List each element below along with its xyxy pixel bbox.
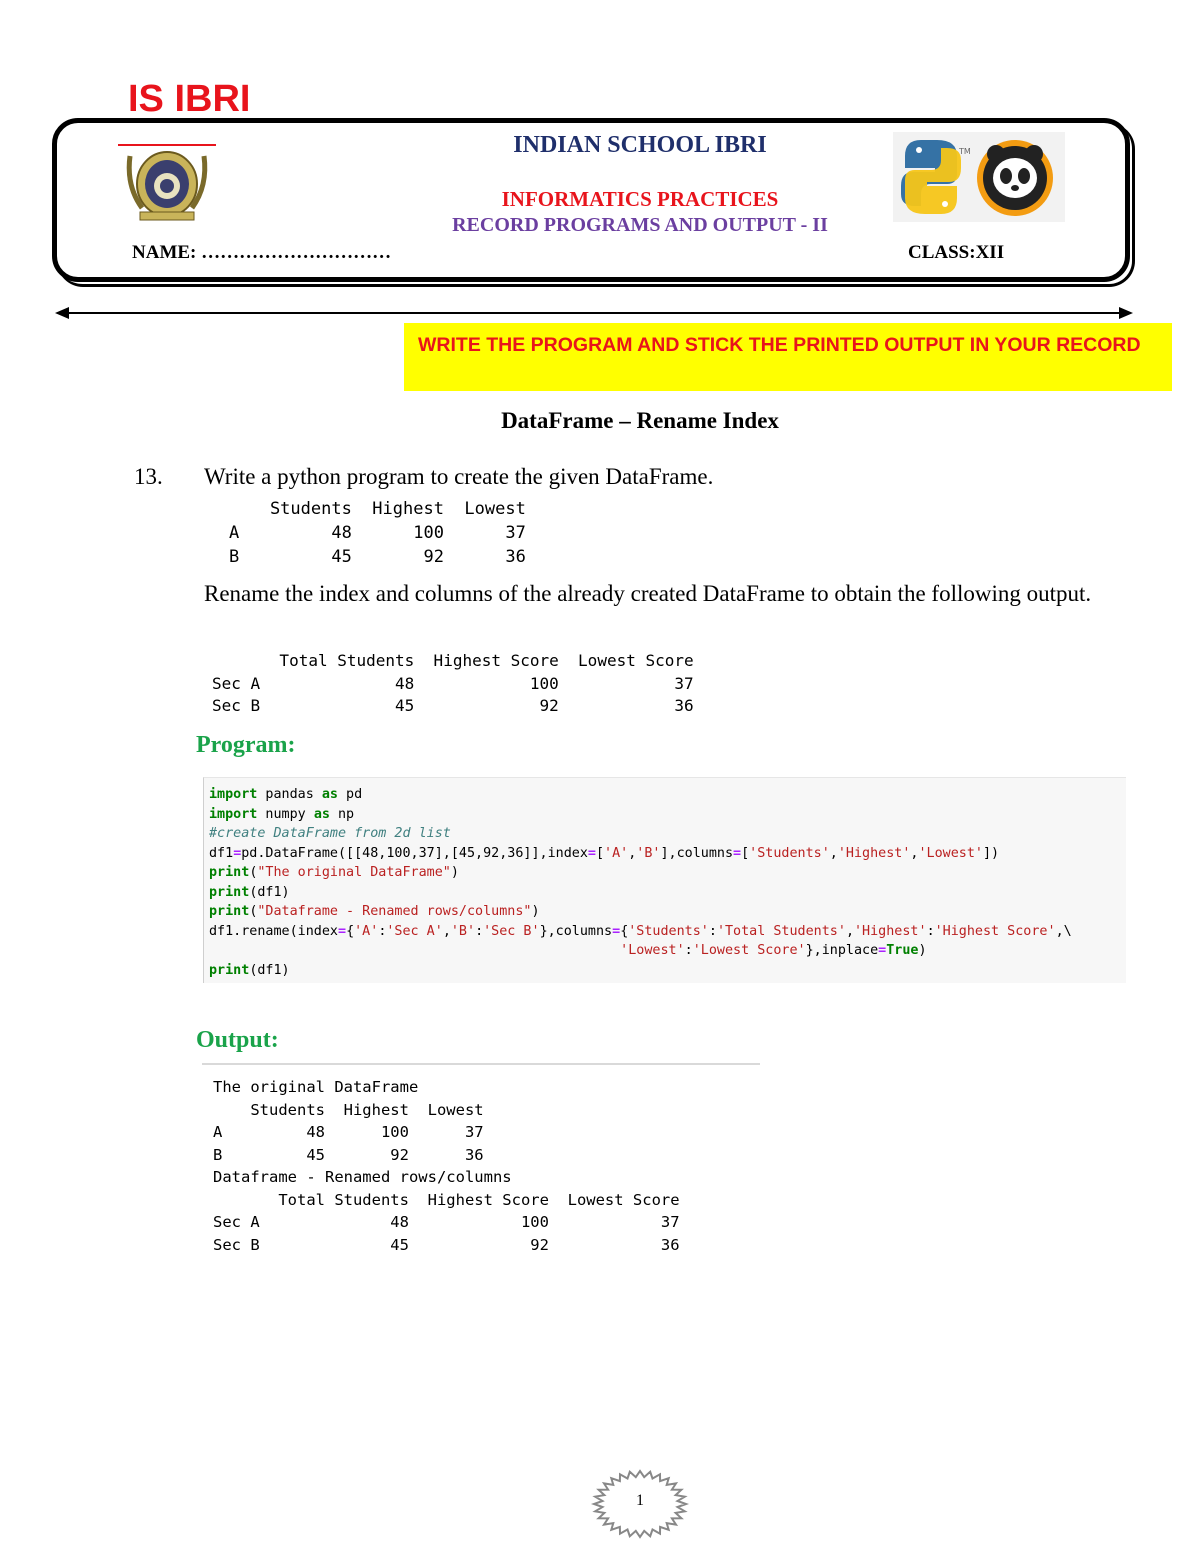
code-line: print("Dataframe - Renamed rows/columns")	[209, 904, 540, 919]
subject-title: INFORMATICS PRACTICES	[501, 187, 779, 211]
code-line: df1.rename(index={'A':'Sec A','B':'Sec B'},columns={'Students':'Total Students','Highest':'Highest Score',\	[209, 923, 1072, 939]
program-output: The original DataFrame Students Highest Lowest A 48 100 37 B 45 92 36 Dataframe - Renamed rows/columns Total Students Highest Score Lowest Score Sec A 48 100 37 Sec B 45 92 36	[213, 1078, 680, 1254]
name-field-label: NAME: …………………………	[132, 242, 392, 263]
brand-title: IS IBRI	[128, 78, 251, 120]
class-label: CLASS:XII	[908, 242, 1005, 263]
program-heading: Program:	[196, 732, 296, 758]
code-line: print("The original DataFrame")	[209, 865, 459, 880]
record-title: RECORD PROGRAMS AND OUTPUT - II	[452, 214, 828, 236]
code-line: import numpy as np	[209, 806, 355, 822]
code-line: #create DataFrame from 2d list	[209, 826, 451, 841]
output-separator	[202, 1063, 760, 1065]
given-dataframe: Students Highest Lowest A 48 100 37 B 45 92 36	[229, 499, 526, 567]
instruction-banner-text: WRITE THE PROGRAM AND STICK THE PRINTED OUTPUT IN YOUR RECORD	[418, 334, 1141, 356]
python-pandas-logo-icon	[893, 132, 1065, 222]
rename-instruction: Rename the index and columns of the already created DataFrame to obtain the following output.	[204, 581, 1092, 606]
double-arrow-divider	[55, 306, 1133, 320]
question-text: Write a python program to create the given DataFrame.	[204, 464, 714, 489]
expected-dataframe: Total Students Highest Score Lowest Score Sec A 48 100 37 Sec B 45 92 36	[212, 651, 694, 715]
program-code	[209, 785, 1072, 980]
code-line: 'Lowest':'Lowest Score'},inplace=True)	[620, 943, 927, 958]
section-title: DataFrame – Rename Index	[501, 408, 779, 433]
trademark-mark: TM	[959, 147, 971, 156]
code-line: df1=pd.DataFrame([[48,100,37],[45,92,36]],index=['A','B'],columns=['Students','Highest','Lowest'])	[209, 845, 1000, 861]
question-number: 13.	[134, 464, 163, 489]
school-name: INDIAN SCHOOL IBRI	[513, 132, 767, 158]
code-line: print(df1)	[209, 962, 290, 978]
code-line: import pandas as pd	[209, 787, 363, 802]
page-number: 1	[636, 1492, 644, 1509]
code-line: print(df1)	[209, 884, 290, 900]
output-heading: Output:	[196, 1027, 279, 1053]
